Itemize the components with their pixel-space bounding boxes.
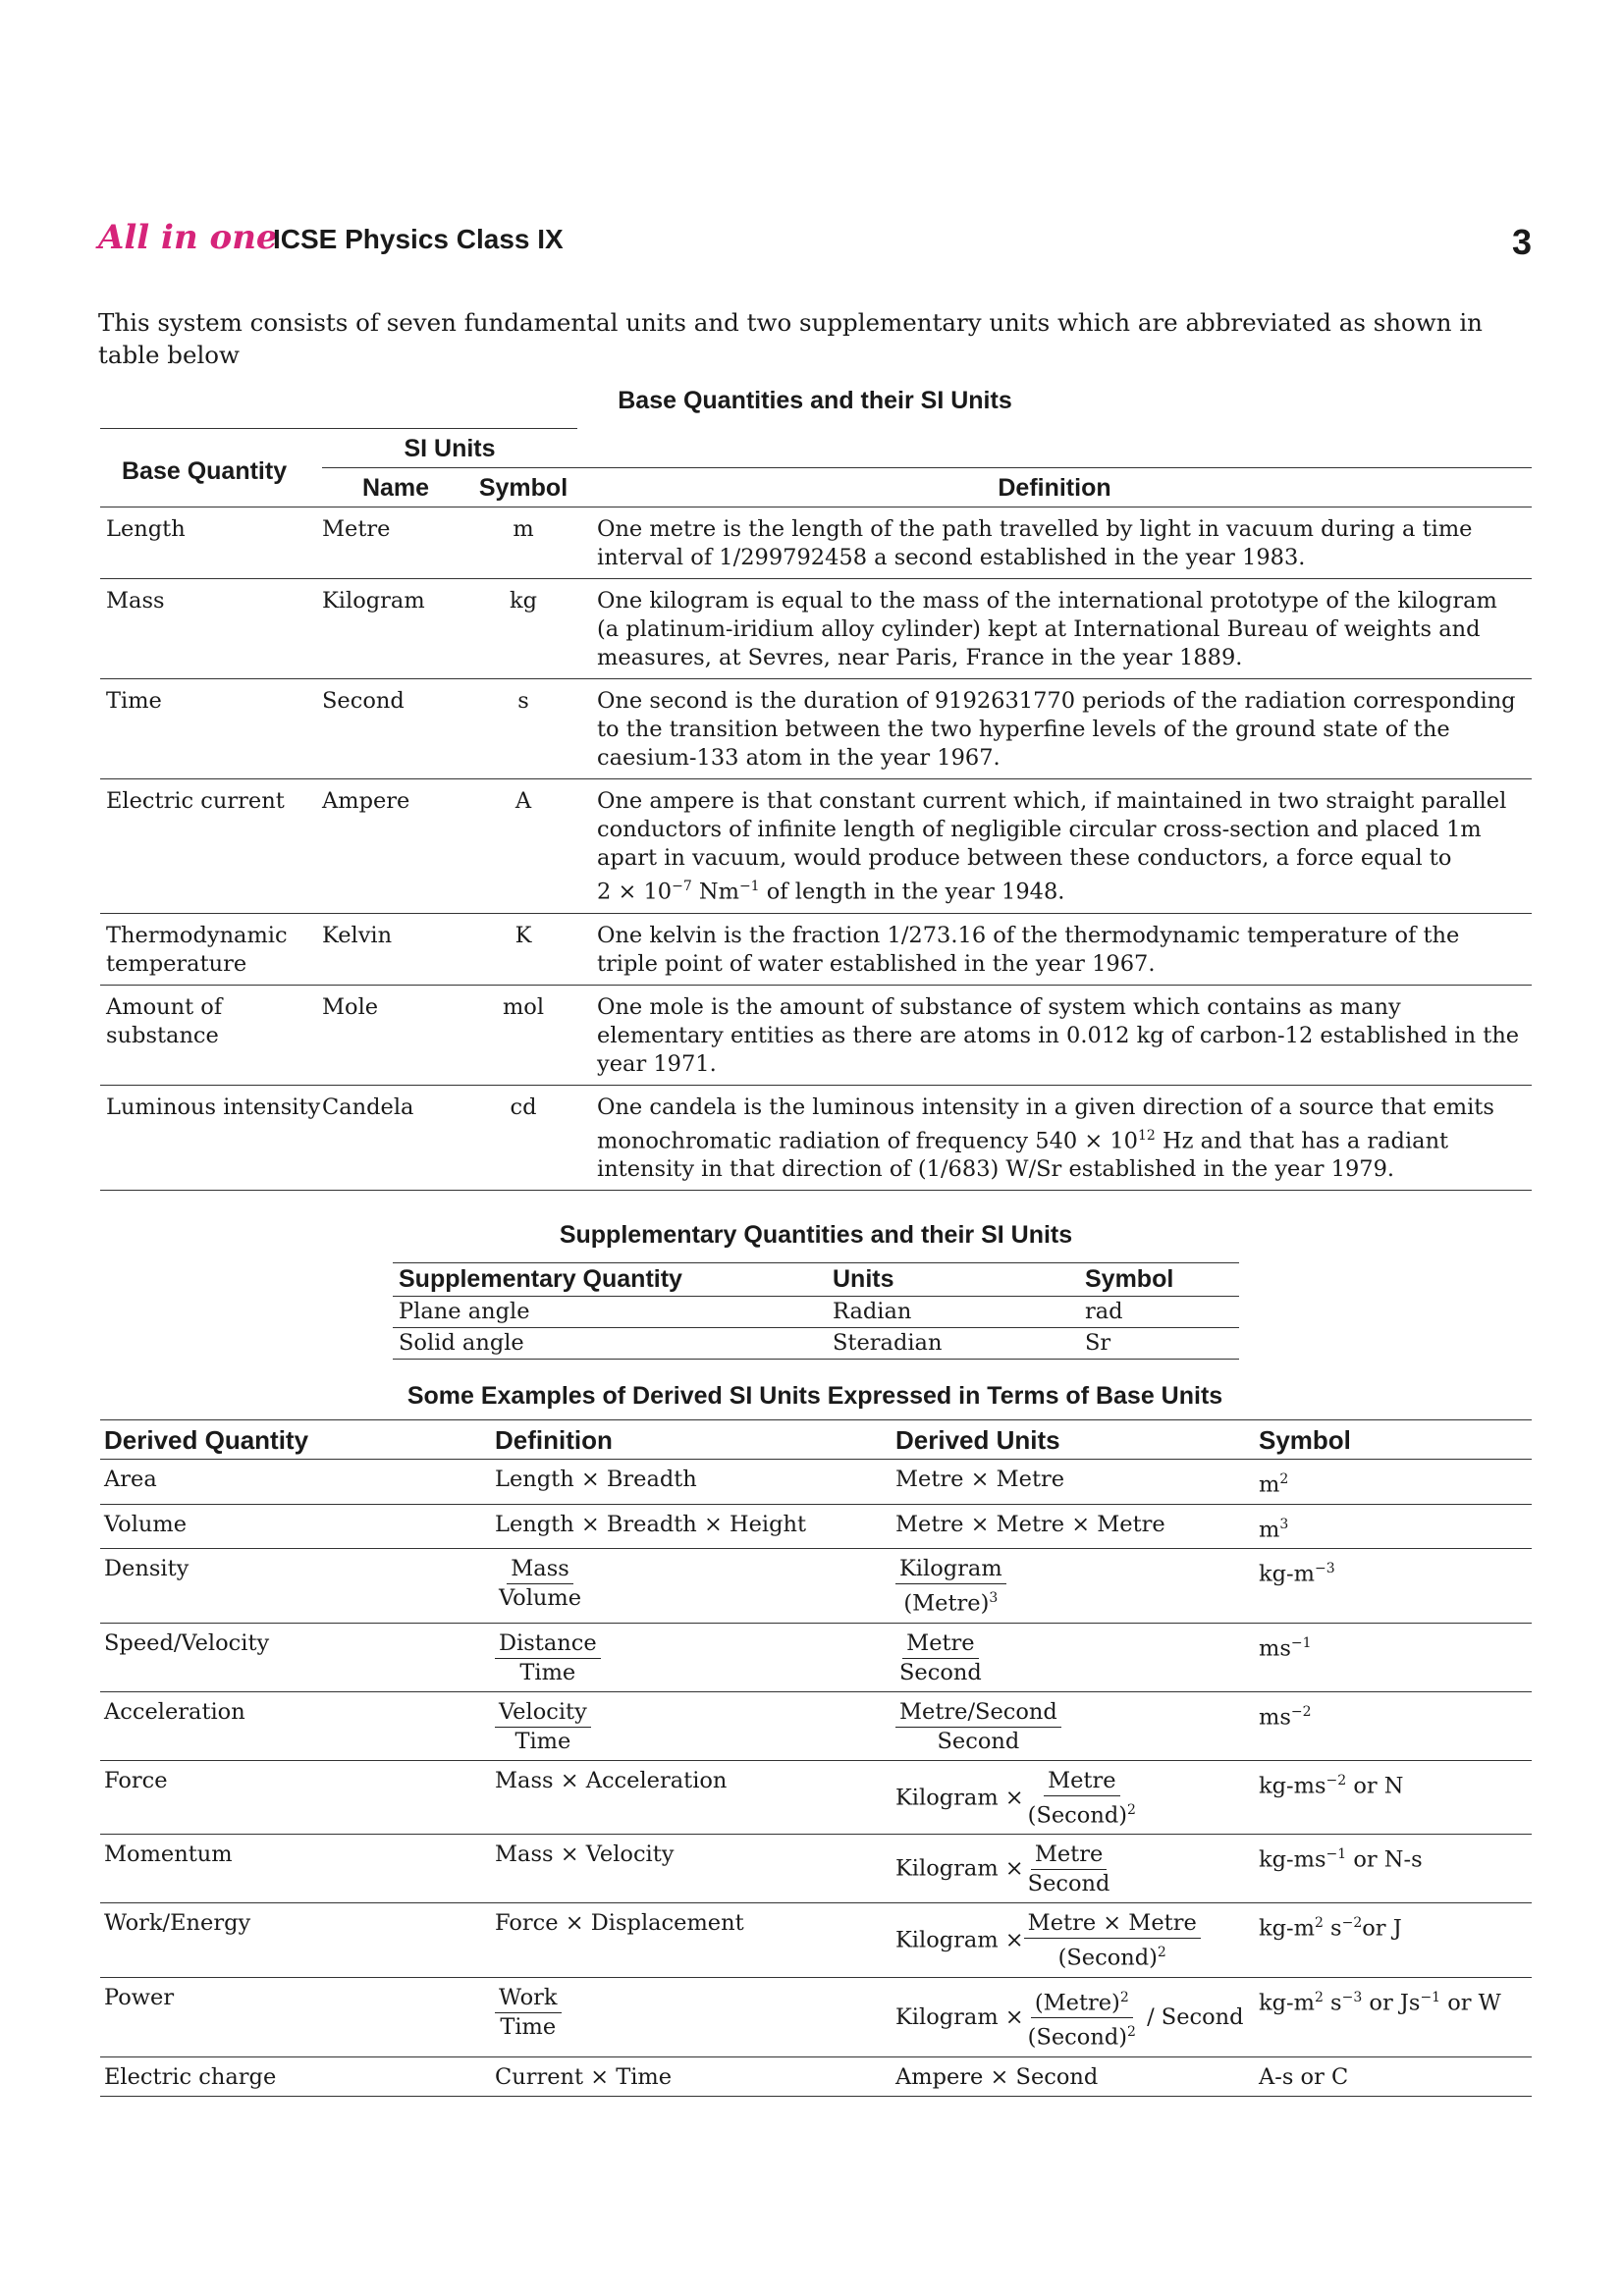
derived-table-caption: Some Examples of Derived SI Units Expressed in Terms of Base Units [406,1382,1223,1410]
intro-paragraph: This system consists of seven fundamental units and two supplementary units which are abbreviated as shown in table below [98,308,1483,369]
header-derived-units: Derived Units [892,1420,1255,1460]
header-derived-quantity: Derived Quantity [100,1420,491,1460]
base-table-caption: Base Quantities and their SI Units [618,387,1012,414]
table-row: Force Mass × Acceleration Kilogram × $\frac{\text{Metre}}{(Second)^2}$ $kg-ms^{-2}$ or N [100,1760,1532,1835]
header-units: Units [827,1263,1079,1297]
table-row: Volume Length × Breadth × Height Metre × Metre × Metre $m^3$ [100,1504,1532,1549]
table-row: Length Metre m One metre is the length of the path travelled by light in vacuum during a time interval of 1/299792458 a second established in the year 1983. [100,507,1532,579]
header-derived-symbol: Symbol [1255,1420,1532,1460]
table-row: Time Second s One second is the duration of 9192631770 periods of the radiation corresponding to the transition between the two hyperfine levels of the ground state of the caesium-133 atom in the year 1967. [100,679,1532,779]
table-row: Acceleration $\frac{\text{Velocity}}{\text{Time}}$ $\frac{\text{Metre/Second}}{\text{Second}}$ $ms^{-2}$ [100,1691,1532,1760]
header-base-quantity: Base Quantity [100,429,322,507]
table-row: Amount of substance Mole mol One mole is the amount of substance of system which contains as many elementary entities as there are atoms in 0.012 kg of carbon-12 established in the year 1971. [100,985,1532,1085]
supplementary-table [393,1262,1239,1360]
brand-logo: All in one [98,218,278,257]
table-row: Density $\frac{\text{Mass}}{\text{Volume}}$ $\frac{\text{Kilogram}}{(Metre)^3}$ $kg-m^{-3}$ [100,1549,1532,1624]
supp-table-caption: Supplementary Quantities and their SI Units [559,1221,1073,1249]
header-definition: Definition [577,468,1532,507]
header-si-units: SI Units [322,429,577,468]
table-row: Speed/Velocity $\frac{\text{Distance}}{\text{Time}}$ $\frac{\text{Metre}}{\text{Second}}$ $ms^{-1}$ [100,1623,1532,1691]
table-row: Electric current Ampere A One ampere is that constant current which, if maintained in two straight parallel conductors of infinite length of negligible circular cross-section and placed 1m apart in vacuum, would produce between these conductors, a force equal to $2 \times 10^{-7}$ $Nm^{-1}$ of length in the year 1948. [100,779,1532,914]
header-name: Name [322,468,469,507]
table-row: Plane angle Radian rad [393,1297,1239,1328]
header-supp-symbol: Symbol [1079,1263,1239,1297]
book-title: ICSE Physics Class IX [273,224,564,254]
derived-units-table [100,1419,1532,2097]
header-definition: Definition [491,1420,892,1460]
header-supp-quantity: Supplementary Quantity [393,1263,827,1297]
page-number: 3 [1511,222,1532,262]
table-row: Work/Energy Force × Displacement Kilogram × $\frac{\text{Metre × Metre}}{(Second)^2}$ $kg-m^2$ $s^{-2}or$ J [100,1903,1532,1978]
table-row: Mass Kilogram kg One kilogram is equal to the mass of the international prototype of the kilogram (a platinum-iridium alloy cylinder) kept at International Bureau of weights and measures, at Sevres, near Paris, France in the year 1889. [100,579,1532,679]
page-header [98,218,1532,267]
table-row: Thermodynamic temperature Kelvin K One kelvin is the fraction 1/273.16 of the thermodynamic temperature of the triple point of water established in the year 1967. [100,913,1532,985]
table-row: Momentum Mass × Velocity Kilogram × $\frac{\text{Metre}}{\text{Second}}$ $kg-ms^{-1}$ or N-s [100,1835,1532,1903]
table-row: Luminous intensity Candela cd One candela is the luminous intensity in a given direction of a source that emits monochromatic radiation of frequency $540 \times 10^{12}$ Hz and that has a radiant intensity in that direction of (1/683) W/Sr established in the year 1979. [100,1085,1532,1191]
table-row: Area Length × Breadth Metre × Metre $m^2$ [100,1460,1532,1505]
table-row: Electric charge Current × Time Ampere × Second A-s or C [100,2056,1532,2096]
table-row: Power $\frac{\text{Work}}{\text{Time}}$ Kilogram × $\frac{(Metre)^2}{(Second)^2}$ / Second $kg-m^2$ $s^{-3}$ or $Js^{-1}$ or W [100,1977,1532,2056]
header-symbol: Symbol [469,468,577,507]
base-quantities-table [100,428,1532,1191]
table-row: Solid angle Steradian Sr [393,1328,1239,1360]
